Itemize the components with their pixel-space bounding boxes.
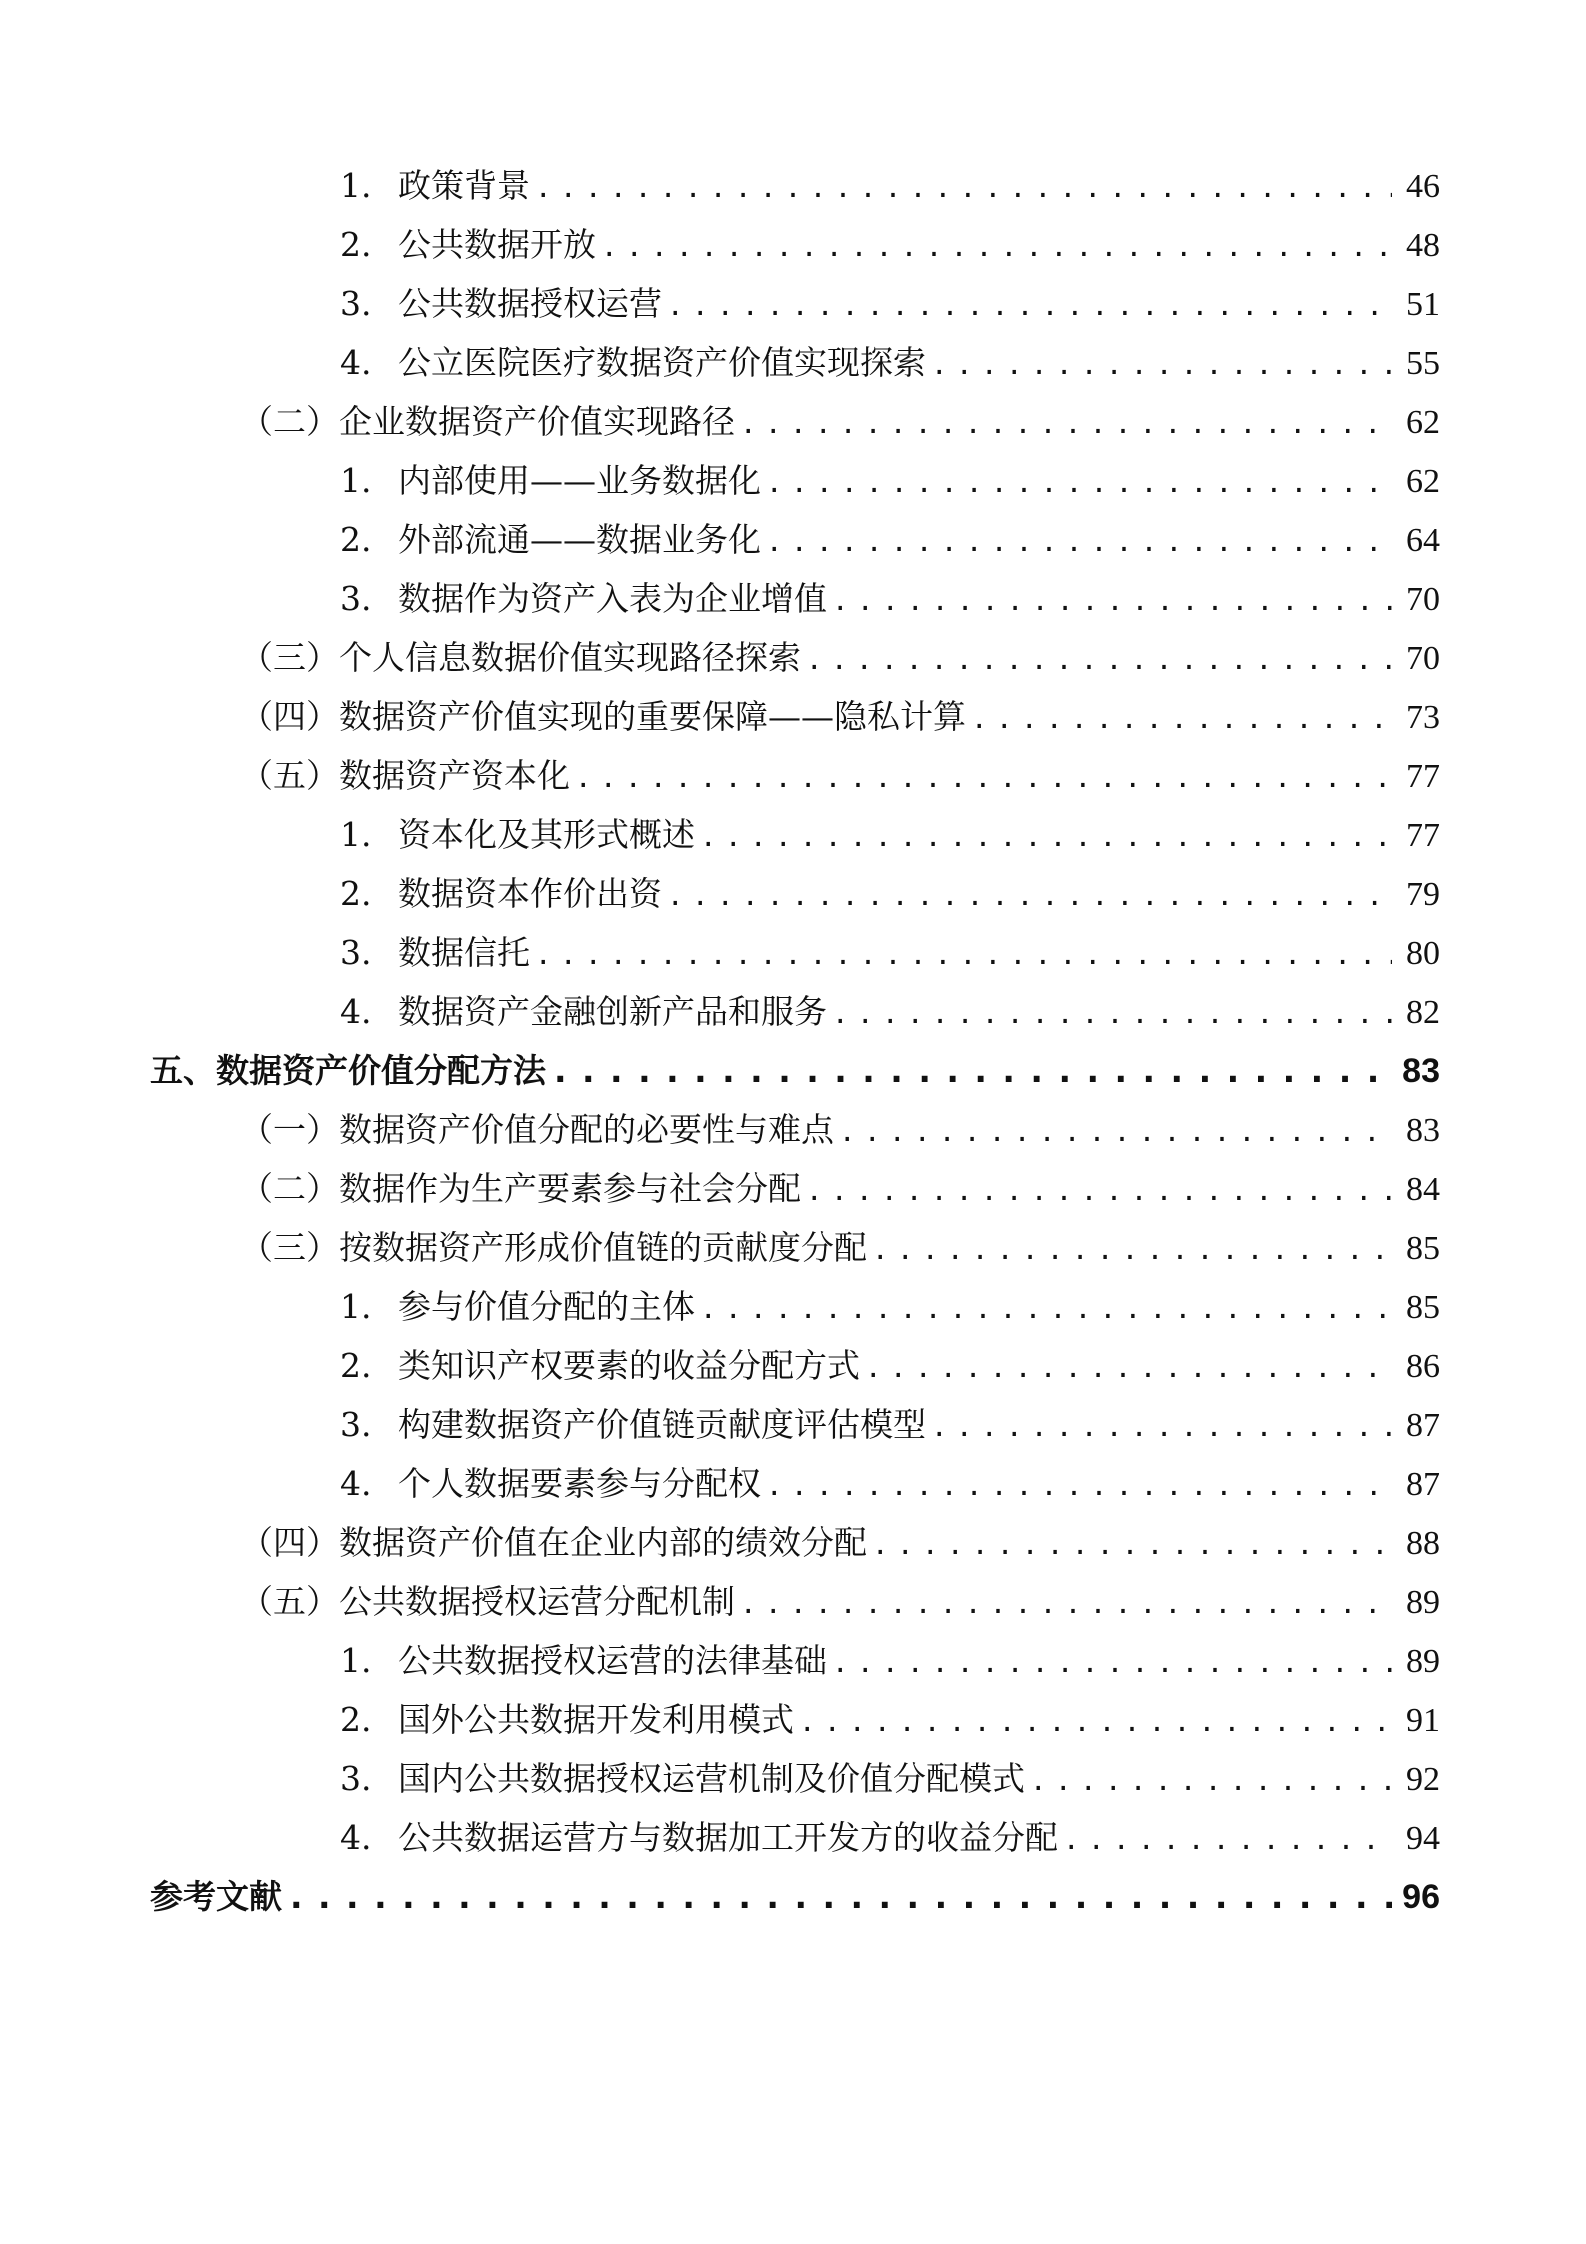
- toc-entry-title: 个人数据要素参与分配权: [398, 1464, 761, 1503]
- toc-entry[interactable]: [150, 1513, 1440, 1572]
- toc-chapter-entry[interactable]: [150, 1041, 1440, 1100]
- dot-leader: [809, 628, 1392, 687]
- toc-references-entry[interactable]: [150, 1867, 1440, 1926]
- toc-entry[interactable]: [150, 333, 1440, 392]
- toc-entry[interactable]: [150, 156, 1440, 215]
- toc-entry-title: 公共数据授权运营的法律基础: [398, 1641, 827, 1680]
- toc-entry-page: 62: [1406, 404, 1440, 441]
- toc-entry-title: 数据资产价值分配方法: [216, 1051, 546, 1090]
- table-of-contents: [150, 156, 1440, 1926]
- toc-entry-title: 数据资产价值在企业内部的绩效分配: [339, 1523, 867, 1562]
- toc-entry-title: 公共数据授权运营: [398, 284, 662, 323]
- dot-leader: [934, 1395, 1392, 1454]
- dot-leader: [554, 1041, 1392, 1100]
- toc-entry-page: 55: [1406, 345, 1440, 382]
- dot-leader: [868, 1336, 1392, 1395]
- toc-entry-page: 89: [1406, 1584, 1440, 1621]
- dot-leader: [538, 156, 1392, 215]
- toc-entry[interactable]: [150, 1749, 1440, 1808]
- toc-entry[interactable]: [150, 805, 1440, 864]
- toc-entry[interactable]: [150, 1277, 1440, 1336]
- toc-entry-page: 92: [1406, 1761, 1440, 1798]
- toc-entry-number: （三）: [240, 1228, 339, 1267]
- toc-entry-number: 4.: [340, 1818, 372, 1857]
- toc-entry-page: 89: [1406, 1643, 1440, 1680]
- toc-entry[interactable]: [150, 1395, 1440, 1454]
- toc-entry-number: 2.: [340, 874, 372, 913]
- toc-entry-number: 3.: [340, 579, 372, 618]
- toc-entry-number: 4.: [340, 343, 372, 382]
- toc-entry-number: 4.: [340, 992, 372, 1031]
- dot-leader: [1033, 1749, 1392, 1808]
- toc-entry[interactable]: [150, 1454, 1440, 1513]
- toc-entry-number: （五）: [240, 1582, 339, 1621]
- toc-entry-page: 73: [1406, 699, 1440, 736]
- toc-entry-number: （四）: [240, 1523, 339, 1562]
- toc-entry-number: 2.: [340, 1700, 372, 1739]
- toc-entry[interactable]: [150, 215, 1440, 274]
- toc-entry[interactable]: [150, 982, 1440, 1041]
- dot-leader: [743, 392, 1392, 451]
- toc-entry-number: （二）: [240, 1169, 339, 1208]
- toc-entry-page: 91: [1406, 1702, 1440, 1739]
- toc-entry-title: 数据资产资本化: [339, 756, 570, 795]
- toc-entry[interactable]: [150, 1631, 1440, 1690]
- dot-leader: [875, 1513, 1392, 1572]
- toc-entry-page: 88: [1406, 1525, 1440, 1562]
- toc-entry-title: 内部使用——业务数据化: [398, 461, 761, 500]
- toc-entry-page: 87: [1406, 1407, 1440, 1444]
- dot-leader: [703, 1277, 1392, 1336]
- dot-leader: [538, 923, 1392, 982]
- toc-entry-title: 资本化及其形式概述: [398, 815, 695, 854]
- toc-entry-title: 数据资产价值分配的必要性与难点: [339, 1110, 834, 1149]
- toc-entry-page: 83: [1406, 1112, 1440, 1149]
- toc-entry-title: 个人信息数据价值实现路径探索: [339, 638, 801, 677]
- dot-leader: [290, 1867, 1392, 1926]
- toc-entry[interactable]: [150, 1336, 1440, 1395]
- toc-entry-page: 79: [1406, 876, 1440, 913]
- toc-entry-title: 数据资本作价出资: [398, 874, 662, 913]
- toc-entry-number: （五）: [240, 756, 339, 795]
- toc-entry-page: 94: [1406, 1820, 1440, 1857]
- dot-leader: [743, 1572, 1392, 1631]
- toc-entry-page: 51: [1406, 286, 1440, 323]
- toc-entry-page: 46: [1406, 168, 1440, 205]
- toc-entry-page: 96: [1402, 1878, 1440, 1916]
- toc-entry-number: 4.: [340, 1464, 372, 1503]
- toc-entry-title: 公共数据授权运营分配机制: [339, 1582, 735, 1621]
- dot-leader: [769, 451, 1392, 510]
- dot-leader: [578, 746, 1392, 805]
- toc-entry-number: 1.: [340, 166, 372, 205]
- toc-entry-page: 77: [1406, 817, 1440, 854]
- dot-leader: [769, 1454, 1392, 1513]
- toc-entry[interactable]: [150, 1159, 1440, 1218]
- dot-leader: [670, 274, 1392, 333]
- toc-entry[interactable]: [150, 1218, 1440, 1277]
- dot-leader: [703, 805, 1392, 864]
- toc-entry[interactable]: [150, 1100, 1440, 1159]
- toc-entry-title: 参考文献: [150, 1877, 282, 1916]
- toc-entry-number: 3.: [340, 1759, 372, 1798]
- toc-entry-page: 82: [1406, 994, 1440, 1031]
- toc-entry-page: 87: [1406, 1466, 1440, 1503]
- toc-entry[interactable]: [150, 510, 1440, 569]
- toc-entry-title: 数据资产价值实现的重要保障——隐私计算: [339, 697, 966, 736]
- toc-entry-page: 48: [1406, 227, 1440, 264]
- toc-entry-title: 国外公共数据开发利用模式: [398, 1700, 794, 1739]
- dot-leader: [835, 1631, 1392, 1690]
- dot-leader: [802, 1690, 1392, 1749]
- toc-entry-number: 2.: [340, 1346, 372, 1385]
- toc-entry-title: 数据资产金融创新产品和服务: [398, 992, 827, 1031]
- toc-entry[interactable]: [150, 628, 1440, 687]
- toc-entry[interactable]: [150, 864, 1440, 923]
- toc-entry-title: 外部流通——数据业务化: [398, 520, 761, 559]
- toc-entry[interactable]: [150, 923, 1440, 982]
- toc-entry-title: 公共数据开放: [398, 225, 596, 264]
- toc-entry-number: 1.: [340, 1287, 372, 1326]
- toc-entry[interactable]: [150, 1690, 1440, 1749]
- toc-entry-page: 85: [1406, 1289, 1440, 1326]
- dot-leader: [835, 982, 1392, 1041]
- toc-entry-number: 3.: [340, 284, 372, 323]
- dot-leader: [842, 1100, 1392, 1159]
- dot-leader: [934, 333, 1392, 392]
- toc-entry[interactable]: [150, 1572, 1440, 1631]
- toc-entry-number: 3.: [340, 1405, 372, 1444]
- dot-leader: [974, 687, 1392, 746]
- toc-entry[interactable]: [150, 687, 1440, 746]
- toc-entry-title: 数据作为资产入表为企业增值: [398, 579, 827, 618]
- toc-entry-page: 70: [1406, 640, 1440, 677]
- dot-leader: [670, 864, 1392, 923]
- toc-entry-number: （一）: [240, 1110, 339, 1149]
- toc-entry-title: 参与价值分配的主体: [398, 1287, 695, 1326]
- toc-entry[interactable]: [150, 746, 1440, 805]
- toc-entry-page: 86: [1406, 1348, 1440, 1385]
- toc-entry-title: 公立医院医疗数据资产价值实现探索: [398, 343, 926, 382]
- toc-entry-page: 80: [1406, 935, 1440, 972]
- toc-entry-title: 按数据资产形成价值链的贡献度分配: [339, 1228, 867, 1267]
- toc-entry-number: （三）: [240, 638, 339, 677]
- toc-entry[interactable]: [150, 274, 1440, 333]
- toc-entry-number: 2.: [340, 520, 372, 559]
- toc-entry-page: 85: [1406, 1230, 1440, 1267]
- dot-leader: [809, 1159, 1392, 1218]
- toc-entry-page: 70: [1406, 581, 1440, 618]
- toc-entry-title: 数据作为生产要素参与社会分配: [339, 1169, 801, 1208]
- toc-entry-page: 84: [1406, 1171, 1440, 1208]
- toc-entry-title: 国内公共数据授权运营机制及价值分配模式: [398, 1759, 1025, 1798]
- toc-entry-title: 公共数据运营方与数据加工开发方的收益分配: [398, 1818, 1058, 1857]
- toc-entry[interactable]: [150, 1808, 1440, 1867]
- toc-entry-page: 83: [1402, 1052, 1440, 1090]
- dot-leader: [875, 1218, 1392, 1277]
- dot-leader: [1066, 1808, 1392, 1867]
- toc-entry-title: 政策背景: [398, 166, 530, 205]
- toc-entry-title: 构建数据资产价值链贡献度评估模型: [398, 1405, 926, 1444]
- toc-entry-page: 77: [1406, 758, 1440, 795]
- toc-entry-page: 64: [1406, 522, 1440, 559]
- dot-leader: [835, 569, 1392, 628]
- dot-leader: [769, 510, 1392, 569]
- toc-entry-number: 3.: [340, 933, 372, 972]
- toc-entry-number: 1.: [340, 1641, 372, 1680]
- toc-entry[interactable]: [150, 392, 1440, 451]
- toc-entry-number: （二）: [240, 402, 339, 441]
- toc-entry-number: 五、: [150, 1051, 216, 1090]
- toc-entry-number: 2.: [340, 225, 372, 264]
- toc-entry-number: （四）: [240, 697, 339, 736]
- toc-entry-number: 1.: [340, 815, 372, 854]
- dot-leader: [604, 215, 1392, 274]
- toc-entry-title: 数据信托: [398, 933, 530, 972]
- toc-entry-title: 类知识产权要素的收益分配方式: [398, 1346, 860, 1385]
- toc-entry-title: 企业数据资产价值实现路径: [339, 402, 735, 441]
- toc-entry-number: 1.: [340, 461, 372, 500]
- toc-entry-page: 62: [1406, 463, 1440, 500]
- toc-entry[interactable]: [150, 569, 1440, 628]
- toc-entry[interactable]: [150, 451, 1440, 510]
